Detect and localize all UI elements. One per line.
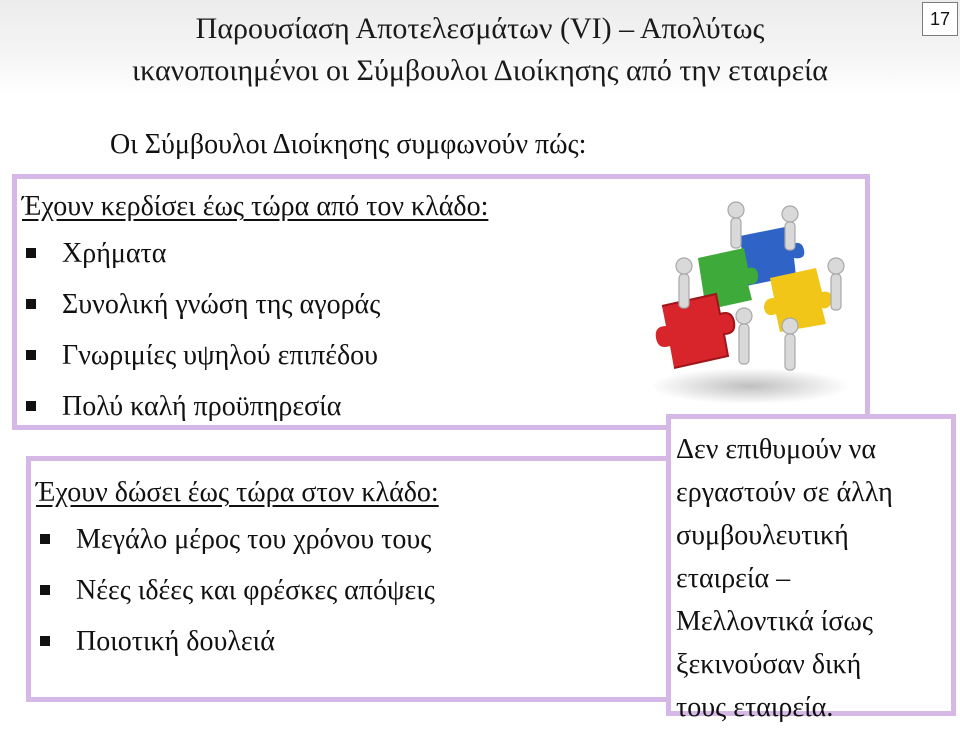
slide-title [0, 8, 960, 92]
note-line: ξεκινούσαν δική [676, 649, 862, 680]
slide-number: 17 [922, 2, 958, 36]
note-line: εταιρεία – [676, 563, 791, 594]
slide-title-line-2: ικανοποιημένοι οι Σύμβουλοι Διοίκησης από την εταιρεία [132, 54, 828, 87]
square-bullet-icon [40, 585, 50, 595]
list-item-text: Συνολική γνώση της αγοράς [62, 289, 381, 320]
given-heading: Έχουν δώσει έως τώρα στον κλάδο: [36, 477, 439, 508]
square-bullet-icon [26, 350, 36, 360]
note-line: συμβουλευτική [676, 520, 849, 551]
list-item [26, 228, 380, 279]
list-item-text: Μεγάλο μέρος του χρόνου τους [76, 524, 432, 555]
list-item [40, 565, 435, 616]
list-item [40, 514, 435, 565]
puzzle-team-icon [640, 196, 862, 418]
note-line: Μελλοντικά ίσως [676, 606, 873, 637]
square-bullet-icon [40, 636, 50, 646]
list-item-text: Χρήματα [62, 238, 167, 269]
slide-title-line-1: Παρουσίαση Αποτελεσμάτων (VI) – Απολύτως [195, 12, 765, 45]
list-item-text: Νέες ιδέες και φρέσκες απόψεις [76, 575, 435, 606]
note-line: τους εταιρεία. [676, 692, 834, 723]
square-bullet-icon [26, 299, 36, 309]
list-item-text: Γνωριμίες υψηλού επιπέδου [62, 340, 379, 371]
gains-heading: Έχουν κερδίσει έως τώρα από τον κλάδο: [22, 191, 489, 222]
square-bullet-icon [26, 401, 36, 411]
note-line: εργαστούν σε άλλη [676, 477, 893, 508]
square-bullet-icon [26, 248, 36, 258]
list-item [26, 381, 380, 432]
given-list [40, 514, 435, 667]
note-text [676, 428, 948, 729]
list-item [26, 279, 380, 330]
subtitle: Οι Σύμβουλοι Διοίκησης συμφωνούν πώς: [110, 129, 587, 160]
square-bullet-icon [40, 534, 50, 544]
list-item [26, 330, 380, 381]
gains-list [26, 228, 380, 432]
list-item [40, 616, 435, 667]
note-line: Δεν επιθυμούν να [676, 434, 876, 465]
list-item-text: Ποιοτική δουλειά [76, 626, 275, 657]
list-item-text: Πολύ καλή προϋπηρεσία [62, 391, 342, 422]
